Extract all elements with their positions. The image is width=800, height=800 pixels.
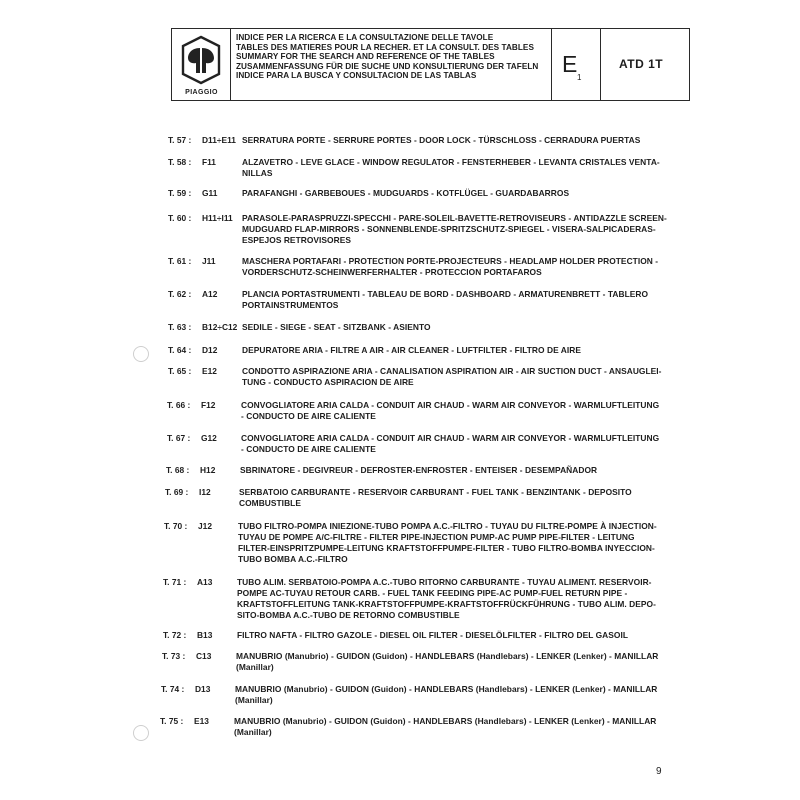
description-line: TUBO BOMBA A.C.-FILTRO — [238, 554, 348, 564]
table-number: T. 75 : — [160, 716, 184, 726]
table-description — [242, 289, 648, 311]
table-reference: I12 — [199, 487, 211, 497]
description-line: CONVOGLIATORE ARIA CALDA - CONDUIT AIR CHAUD - WARM AIR CONVEYOR - WARMLUFTLEITUNG — [241, 433, 660, 443]
description-line: PORTAINSTRUMENTOS — [242, 300, 339, 310]
table-number: T. 69 : — [165, 487, 189, 497]
description-line: MANUBRIO (Manubrio) - GUIDON (Guidon) - HANDLEBARS (Handlebars) - LENKER (Lenker) - MANILLAR — [234, 716, 657, 726]
table-description — [242, 322, 431, 333]
table-reference: A12 — [202, 289, 218, 299]
description-line: SITO-BOMBA A.C.-TUBO DE RETORNO COMBUSTIBLE — [237, 610, 460, 620]
header-line: SUMMARY FOR THE SEARCH AND REFERENCE OF THE TABLES — [236, 52, 495, 62]
header-title-block — [231, 29, 552, 100]
table-description — [235, 684, 657, 706]
description-line: TUBO FILTRO-POMPA INIEZIONE-TUBO POMPA A.C.-FILTRO - TUYAU DU FILTRE-POMPE À INJECTION- — [238, 521, 657, 531]
description-line: MANUBRIO (Manubrio) - GUIDON (Guidon) - HANDLEBARS (Handlebars) - LENKER (Lenker) - MANILLAR — [236, 651, 659, 661]
description-line: FILTER-EINSPRITZPUMPE-LEITUNG KRAFTSTOFFPUMPE-FILTER - TUBO FILTRO-BOMBA INYECCION- — [238, 543, 655, 553]
table-description — [242, 157, 660, 179]
table-reference: B12÷C12 — [202, 322, 238, 332]
table-description — [241, 433, 659, 455]
table-reference: C13 — [196, 651, 212, 661]
description-line: PARAFANGHI - GARBEBOUES - MUDGUARDS - KOTFLÜGEL - GUARDABARROS — [242, 188, 570, 198]
table-description — [242, 135, 640, 146]
description-line: - CONDUCTO DE AIRE CALIENTE — [241, 411, 376, 421]
table-reference: H11÷I11 — [202, 213, 233, 223]
table-description — [234, 716, 656, 738]
table-reference: B13 — [197, 630, 213, 640]
index-header — [171, 28, 690, 101]
table-description — [242, 345, 581, 356]
table-number: T. 70 : — [164, 521, 188, 531]
table-number: T. 58 : — [168, 157, 192, 167]
description-line: MUDGUARD FLAP-MIRRORS - SONNENBLENDE-SPRITZSCHUTZ-SPIEGEL - VISERA-SALPICADERAS- — [242, 224, 656, 234]
model-code: ATD 1T — [619, 57, 664, 71]
table-number: T. 71 : — [163, 577, 187, 587]
table-number: T. 59 : — [168, 188, 192, 198]
table-reference: D13 — [195, 684, 211, 694]
description-line: (Manillar) — [236, 662, 274, 672]
description-line: MANUBRIO (Manubrio) - GUIDON (Guidon) - HANDLEBARS (Handlebars) - LENKER (Lenker) - MANILLAR — [235, 684, 658, 694]
description-line: TUNG - CONDUCTO ASPIRACION DE AIRE — [242, 377, 414, 387]
description-line: PARASOLE-PARASPRUZZI-SPECCHI - PARE-SOLEIL-BAVETTE-RETROVISEURS - ANTIDAZZLE SCREEN- — [242, 213, 667, 223]
description-line: POMPE AC-TUYAU RETOUR CARB. - FUEL TANK FEEDING PIPE-AC PUMP-FUEL RETURN PIPE - — [237, 588, 628, 598]
description-line: ESPEJOS RETROVISORES — [242, 235, 351, 245]
section-subscript: 1 — [577, 73, 582, 82]
description-line: (Manillar) — [234, 727, 272, 737]
table-number: T. 60 : — [168, 213, 192, 223]
punch-hole — [133, 346, 149, 362]
table-reference: E13 — [194, 716, 209, 726]
header-line: INDICE PER LA RICERCA E LA CONSULTAZIONE DELLE TAVOLE — [236, 33, 494, 42]
table-number: T. 67 : — [167, 433, 191, 443]
description-line: MASCHERA PORTAFARI - PROTECTION PORTE-PROJECTEURS - HEADLAMP HOLDER PROTECTION - — [242, 256, 659, 266]
table-description — [237, 577, 656, 621]
table-description — [242, 213, 667, 246]
table-description — [240, 465, 597, 476]
description-line: COMBUSTIBLE — [239, 498, 301, 508]
table-description — [238, 521, 657, 565]
table-description — [241, 400, 659, 422]
description-line: SERBATOIO CARBURANTE - RESERVOIR CARBURANT - FUEL TANK - BENZINTANK - DEPOSITO — [239, 487, 632, 497]
header-line: ZUSAMMENFASSUNG FÜR DIE SUCHE UND KONSULTIERUNG DER TAFELN — [236, 61, 539, 71]
table-number: T. 68 : — [166, 465, 190, 475]
description-line: FILTRO NAFTA - FILTRO GAZOLE - DIESEL OIL FILTER - DIESELÖLFILTER - FILTRO DEL GASOIL — [237, 630, 629, 640]
table-reference: G11 — [202, 188, 218, 198]
description-line: CONVOGLIATORE ARIA CALDA - CONDUIT AIR CHAUD - WARM AIR CONVEYOR - WARMLUFTLEITUNG — [241, 400, 660, 410]
table-reference: J12 — [198, 521, 212, 531]
description-line: SBRINATORE - DEGIVREUR - DEFROSTER-ENFROSTER - ENTEISER - DESEMPAÑADOR — [240, 465, 598, 475]
table-number: T. 74 : — [161, 684, 185, 694]
table-reference: F11 — [202, 157, 216, 167]
table-number: T. 65 : — [168, 366, 192, 376]
table-reference: E12 — [202, 366, 217, 376]
description-line: TUBO ALIM. SERBATOIO-POMPA A.C.-TUBO RITORNO CARBURANTE - TUYAU ALIMENT. RESERVOIR- — [237, 577, 652, 587]
table-reference: F12 — [201, 400, 216, 410]
punch-hole — [133, 725, 149, 741]
table-reference: A13 — [197, 577, 213, 587]
table-description — [242, 256, 658, 278]
header-line: TABLES DES MATIERES POUR LA RECHER. ET LA CONSULT. DES TABLES — [236, 42, 534, 52]
table-reference: G12 — [201, 433, 217, 443]
header-line: INDICE PARA LA BUSCA Y CONSULTACION DE LAS TABLAS — [236, 71, 477, 81]
description-line: TUYAU DE POMPE A/C-FILTRE - FILTER PIPE-INJECTION PUMP-AC PUMP PIPE-FILTER - LEITUNG — [238, 532, 635, 542]
description-line: (Manillar) — [235, 695, 273, 705]
table-number: T. 72 : — [163, 630, 187, 640]
table-description — [239, 487, 632, 509]
brand-name: PIAGGIO — [185, 89, 218, 96]
description-line: SEDILE - SIEGE - SEAT - SITZBANK - ASIENTO — [242, 322, 431, 332]
table-reference: H12 — [200, 465, 216, 475]
description-line: DEPURATORE ARIA - FILTRE A AIR - AIR CLEANER - LUFTFILTER - FILTRO DE AIRE — [242, 345, 581, 355]
table-description — [242, 188, 569, 199]
section-code-cell — [552, 29, 601, 100]
table-description — [242, 366, 662, 388]
description-line: CONDOTTO ASPIRAZIONE ARIA - CANALISATION ASPIRATION AIR - AIR SUCTION DUCT - ANSAUGLEI- — [242, 366, 662, 376]
table-number: T. 73 : — [162, 651, 186, 661]
description-line: SERRATURA PORTE - SERRURE PORTES - DOOR LOCK - TÜRSCHLOSS - CERRADURA PUERTAS — [242, 135, 641, 145]
table-description — [237, 630, 628, 641]
table-number: T. 62 : — [168, 289, 192, 299]
section-letter: E — [562, 51, 578, 77]
piaggio-logo-icon — [181, 35, 221, 85]
brand-logo-cell — [172, 29, 231, 100]
table-number: T. 61 : — [168, 256, 192, 266]
table-reference: J11 — [202, 256, 216, 266]
table-reference: D12 — [202, 345, 218, 355]
table-reference: D11÷E11 — [202, 135, 236, 145]
description-line: ALZAVETRO - LEVE GLACE - WINDOW REGULATOR - FENSTERHEBER - LEVANTA CRISTALES VENTA- — [242, 157, 660, 167]
table-number: T. 64 : — [168, 345, 192, 355]
description-line: KRAFTSTOFFLEITUNG TANK-KRAFTSTOFFPUMPE-KRAFTSTOFFRÜCKFÜHRUNG - TUBO ALIM. DEPO- — [237, 599, 656, 609]
table-number: T. 63 : — [168, 322, 192, 332]
table-number: T. 57 : — [168, 135, 192, 145]
table-number: T. 66 : — [167, 400, 191, 410]
description-line: - CONDUCTO DE AIRE CALIENTE — [241, 444, 376, 454]
table-description — [236, 651, 658, 673]
description-line: NILLAS — [242, 168, 273, 178]
description-line: PLANCIA PORTASTRUMENTI - TABLEAU DE BORD - DASHBOARD - ARMATURENBRETT - TABLERO — [242, 289, 649, 299]
page-number: 9 — [656, 766, 662, 777]
description-line: VORDERSCHUTZ-SCHEINWERFERHALTER - PROTECCION PORTAFAROS — [242, 267, 542, 277]
model-cell — [601, 29, 689, 100]
